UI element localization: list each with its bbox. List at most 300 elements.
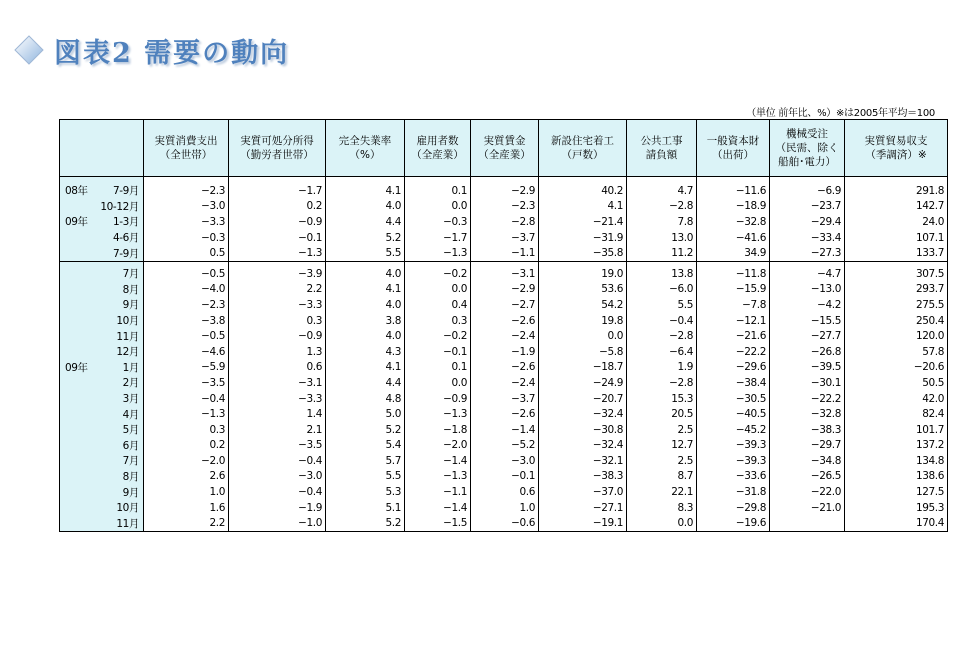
row-period: 1月: [122, 361, 139, 374]
table-cell: −40.5: [697, 406, 770, 422]
table-cell: −2.8: [627, 328, 697, 344]
row-label: [60, 484, 144, 500]
table-cell: −37.0: [539, 484, 627, 500]
table-cell: −5.2: [471, 438, 539, 454]
table-cell: 5.2: [326, 422, 405, 438]
table-cell: −3.1: [229, 375, 326, 391]
row-period: 8月: [122, 283, 139, 296]
table-cell: 138.6: [845, 469, 948, 485]
table-cell: −0.9: [229, 214, 326, 230]
table-cell: 12.7: [627, 438, 697, 454]
table-cell: −1.3: [405, 469, 471, 485]
table-cell: 54.2: [539, 297, 627, 313]
row-period: 4月: [122, 408, 139, 421]
table-cell: −23.7: [770, 199, 845, 215]
table-cell: −29.7: [770, 438, 845, 454]
table-cell: 127.5: [845, 484, 948, 500]
table-cell: 1.0: [144, 484, 229, 500]
table-cell: 5.2: [326, 230, 405, 246]
row-label: [60, 214, 144, 230]
table-cell: 2.5: [627, 453, 697, 469]
table-cell: 0.3: [229, 313, 326, 329]
table-cell: −32.8: [697, 214, 770, 230]
row-label: [60, 469, 144, 485]
row-period: 11月: [116, 330, 139, 343]
table-cell: 50.5: [845, 375, 948, 391]
column-header: 実質消費支出 （全世帯）: [144, 120, 229, 177]
table-cell: 250.4: [845, 313, 948, 329]
table-cell: 5.3: [326, 484, 405, 500]
row-period: 4-6月: [112, 232, 139, 245]
table-cell: 40.2: [539, 177, 627, 199]
table-cell: −1.9: [471, 344, 539, 360]
table-cell: −3.3: [144, 214, 229, 230]
table-cell: 275.5: [845, 297, 948, 313]
table-row: [60, 313, 948, 329]
table-row: [60, 438, 948, 454]
row-label: [60, 297, 144, 313]
table-cell: −2.7: [471, 297, 539, 313]
table-cell: −27.3: [770, 245, 845, 261]
table-cell: −1.3: [229, 245, 326, 261]
table-cell: 19.0: [539, 261, 627, 281]
column-header: 実質可処分所得 （勤労者世帯）: [229, 120, 326, 177]
table-cell: −3.9: [229, 261, 326, 281]
table-cell: 120.0: [845, 328, 948, 344]
table-cell: −0.1: [405, 344, 471, 360]
table-cell: −32.1: [539, 453, 627, 469]
table-cell: 0.3: [405, 313, 471, 329]
table-cell: 1.9: [627, 360, 697, 376]
row-period: 1-3月: [112, 216, 139, 229]
table-cell: −15.9: [697, 282, 770, 298]
table-cell: 0.0: [627, 515, 697, 531]
table-cell: −39.3: [697, 438, 770, 454]
table-cell: −2.3: [144, 297, 229, 313]
table-cell: −0.1: [229, 230, 326, 246]
table-row: [60, 391, 948, 407]
table-cell: −30.5: [697, 391, 770, 407]
unit-note: （単位 前年比、%）※は2005年平均＝100: [746, 108, 935, 119]
table-cell: −4.0: [144, 282, 229, 298]
row-period: 10月: [116, 315, 139, 328]
column-header: 新設住宅着工 （戸数）: [539, 120, 627, 177]
table-cell: 2.5: [627, 422, 697, 438]
table-cell: −4.2: [770, 297, 845, 313]
column-header: 実質貿易収支 （季調済）※: [845, 120, 948, 177]
table-cell: −24.9: [539, 375, 627, 391]
table-cell: 4.7: [627, 177, 697, 199]
table-cell: 8.3: [627, 500, 697, 516]
table-cell: −6.9: [770, 177, 845, 199]
table-cell: 34.9: [697, 245, 770, 261]
table-cell: −29.4: [770, 214, 845, 230]
table-cell: 5.1: [326, 500, 405, 516]
table-cell: −0.5: [144, 328, 229, 344]
table-cell: −2.4: [471, 375, 539, 391]
table-row: [60, 245, 948, 261]
table-cell: −38.3: [539, 469, 627, 485]
table-cell: 53.6: [539, 282, 627, 298]
table-cell: −41.6: [697, 230, 770, 246]
table-cell: −2.8: [627, 375, 697, 391]
diamond-icon: [14, 35, 44, 65]
table-cell: −2.8: [471, 214, 539, 230]
table-cell: 0.6: [471, 484, 539, 500]
corner-cell: [60, 120, 144, 177]
row-label: [60, 391, 144, 407]
table-cell: 19.8: [539, 313, 627, 329]
table-cell: 3.8: [326, 313, 405, 329]
table-cell: 0.4: [405, 297, 471, 313]
header-row: [60, 120, 948, 177]
table-cell: −1.3: [144, 406, 229, 422]
table-cell: −0.4: [229, 453, 326, 469]
table-cell: 11.2: [627, 245, 697, 261]
table-cell: 5.4: [326, 438, 405, 454]
row-label: [60, 406, 144, 422]
row-period: 10-12月: [100, 200, 139, 213]
row-period: 12月: [116, 346, 139, 359]
row-label: [60, 177, 144, 199]
table-cell: 42.0: [845, 391, 948, 407]
table-cell: 101.7: [845, 422, 948, 438]
table-cell: 22.1: [627, 484, 697, 500]
table-row: [60, 484, 948, 500]
table-cell: −2.6: [471, 406, 539, 422]
column-header: 完全失業率 （%）: [326, 120, 405, 177]
title-block: [14, 30, 289, 70]
table-cell: 0.0: [405, 282, 471, 298]
table-cell: −1.4: [405, 500, 471, 516]
table-cell: 4.1: [326, 177, 405, 199]
table-cell: −2.9: [471, 177, 539, 199]
table-cell: 0.2: [229, 199, 326, 215]
table-cell: −18.7: [539, 360, 627, 376]
table-cell: −2.0: [144, 453, 229, 469]
table-cell: −30.1: [770, 375, 845, 391]
column-header: 公共工事 請負額: [627, 120, 697, 177]
table-cell: −1.7: [405, 230, 471, 246]
table-row: [60, 406, 948, 422]
table-cell: −2.8: [627, 199, 697, 215]
table-row: [60, 469, 948, 485]
table-cell: 1.0: [471, 500, 539, 516]
table-cell: −1.1: [471, 245, 539, 261]
table-cell: 0.5: [144, 245, 229, 261]
demand-table: [59, 119, 948, 532]
table-cell: −22.0: [770, 484, 845, 500]
row-period: 9月: [122, 486, 139, 499]
table-cell: 307.5: [845, 261, 948, 281]
table-cell: −2.9: [471, 282, 539, 298]
table-cell: −34.8: [770, 453, 845, 469]
table-cell: −3.8: [144, 313, 229, 329]
column-header: 機械受注 （民需、除く 船舶･電力）: [770, 120, 845, 177]
table-cell: 4.4: [326, 214, 405, 230]
table-cell: −0.9: [229, 328, 326, 344]
table-cell: −7.8: [697, 297, 770, 313]
table-cell: −0.4: [229, 484, 326, 500]
table-cell: −1.4: [405, 453, 471, 469]
table-cell: 107.1: [845, 230, 948, 246]
row-period: 7-9月: [112, 247, 139, 260]
row-period: 7月: [122, 268, 139, 281]
row-label: [60, 328, 144, 344]
table-row: [60, 500, 948, 516]
table-cell: −5.8: [539, 344, 627, 360]
table-cell: −3.0: [144, 199, 229, 215]
table-cell: [770, 515, 845, 531]
table-row: [60, 214, 948, 230]
row-year: 09年: [65, 216, 88, 229]
table-cell: −21.4: [539, 214, 627, 230]
table-cell: −32.4: [539, 406, 627, 422]
table-cell: −3.0: [229, 469, 326, 485]
table-cell: 13.8: [627, 261, 697, 281]
table-cell: 7.8: [627, 214, 697, 230]
table-cell: −31.8: [697, 484, 770, 500]
table-cell: 291.8: [845, 177, 948, 199]
table-cell: 1.6: [144, 500, 229, 516]
table-cell: −4.7: [770, 261, 845, 281]
table-row: [60, 261, 948, 281]
table-cell: 1.3: [229, 344, 326, 360]
table-cell: 82.4: [845, 406, 948, 422]
table-cell: −3.5: [229, 438, 326, 454]
table-row: [60, 199, 948, 215]
table-cell: 4.0: [326, 261, 405, 281]
table-cell: −1.7: [229, 177, 326, 199]
table-cell: −2.6: [471, 313, 539, 329]
table-cell: −32.8: [770, 406, 845, 422]
table-cell: −19.6: [697, 515, 770, 531]
table-cell: −39.3: [697, 453, 770, 469]
table-cell: 2.2: [144, 515, 229, 531]
table-cell: 134.8: [845, 453, 948, 469]
table-cell: −1.5: [405, 515, 471, 531]
table-cell: −0.1: [471, 469, 539, 485]
table-cell: −21.6: [697, 328, 770, 344]
table-cell: −13.0: [770, 282, 845, 298]
row-period: 7-9月: [112, 185, 139, 198]
column-header: 一般資本財 （出荷）: [697, 120, 770, 177]
table-cell: −15.5: [770, 313, 845, 329]
table-cell: −33.4: [770, 230, 845, 246]
table-cell: −3.5: [144, 375, 229, 391]
table-cell: −38.3: [770, 422, 845, 438]
table-cell: −0.6: [471, 515, 539, 531]
row-period: 8月: [122, 470, 139, 483]
row-period: 9月: [122, 299, 139, 312]
row-period: 3月: [122, 393, 139, 406]
table-cell: 5.5: [326, 245, 405, 261]
row-period: 2月: [122, 377, 139, 390]
table-cell: −39.5: [770, 360, 845, 376]
table-cell: −1.0: [229, 515, 326, 531]
table-cell: −0.4: [627, 313, 697, 329]
table-cell: −22.2: [770, 391, 845, 407]
table-row: [60, 344, 948, 360]
table-cell: 293.7: [845, 282, 948, 298]
table-cell: 0.0: [539, 328, 627, 344]
table-cell: 142.7: [845, 199, 948, 215]
row-label: [60, 245, 144, 261]
table-cell: 57.8: [845, 344, 948, 360]
table-cell: −0.2: [405, 261, 471, 281]
table-cell: 24.0: [845, 214, 948, 230]
table-cell: −26.5: [770, 469, 845, 485]
table-cell: −0.9: [405, 391, 471, 407]
table-row: [60, 177, 948, 199]
table-cell: 4.0: [326, 199, 405, 215]
table-cell: −18.9: [697, 199, 770, 215]
table-cell: −3.3: [229, 391, 326, 407]
table-row: [60, 422, 948, 438]
table-cell: −38.4: [697, 375, 770, 391]
table-cell: −2.0: [405, 438, 471, 454]
table-cell: −3.7: [471, 391, 539, 407]
table-cell: −1.1: [405, 484, 471, 500]
table-cell: −0.3: [144, 230, 229, 246]
table-cell: −29.8: [697, 500, 770, 516]
table-cell: −1.4: [471, 422, 539, 438]
table-row: [60, 453, 948, 469]
table-cell: −4.6: [144, 344, 229, 360]
table-cell: −21.0: [770, 500, 845, 516]
table-cell: −1.3: [405, 406, 471, 422]
table-cell: 13.0: [627, 230, 697, 246]
table-cell: 0.1: [405, 360, 471, 376]
table-cell: 4.3: [326, 344, 405, 360]
row-period: 10月: [116, 502, 139, 515]
table-cell: −32.4: [539, 438, 627, 454]
table-cell: 5.7: [326, 453, 405, 469]
table-cell: −11.8: [697, 261, 770, 281]
table-cell: 170.4: [845, 515, 948, 531]
table-cell: 0.0: [405, 199, 471, 215]
table-cell: −26.8: [770, 344, 845, 360]
table-cell: 4.8: [326, 391, 405, 407]
table-cell: 8.7: [627, 469, 697, 485]
table-cell: 5.5: [627, 297, 697, 313]
row-label: [60, 230, 144, 246]
page-title: 図表2 需要の動向: [54, 37, 290, 69]
row-period: 11月: [116, 517, 139, 530]
table-cell: −27.1: [539, 500, 627, 516]
row-label: [60, 515, 144, 531]
table-cell: −3.3: [229, 297, 326, 313]
table-cell: −2.3: [471, 199, 539, 215]
table-cell: −3.1: [471, 261, 539, 281]
table-cell: 5.2: [326, 515, 405, 531]
table-cell: 4.1: [326, 282, 405, 298]
table-row: [60, 360, 948, 376]
table-cell: 0.3: [144, 422, 229, 438]
table-cell: 4.0: [326, 328, 405, 344]
table-cell: 20.5: [627, 406, 697, 422]
table-cell: 4.1: [539, 199, 627, 215]
row-label: [60, 375, 144, 391]
table-cell: −2.4: [471, 328, 539, 344]
table-cell: −20.7: [539, 391, 627, 407]
row-year: 08年: [65, 185, 88, 198]
table-cell: −19.1: [539, 515, 627, 531]
table-cell: −5.9: [144, 360, 229, 376]
table-cell: 5.0: [326, 406, 405, 422]
table-cell: 2.2: [229, 282, 326, 298]
table-cell: −1.9: [229, 500, 326, 516]
table-cell: 133.7: [845, 245, 948, 261]
table-row: [60, 515, 948, 531]
table-cell: −27.7: [770, 328, 845, 344]
table-cell: −20.6: [845, 360, 948, 376]
table-cell: 195.3: [845, 500, 948, 516]
table-cell: −22.2: [697, 344, 770, 360]
table-cell: 137.2: [845, 438, 948, 454]
table-cell: −31.9: [539, 230, 627, 246]
table-row: [60, 375, 948, 391]
table-cell: −45.2: [697, 422, 770, 438]
table-cell: −0.2: [405, 328, 471, 344]
row-period: 5月: [122, 424, 139, 437]
table-cell: −0.5: [144, 261, 229, 281]
table-cell: 4.4: [326, 375, 405, 391]
table-cell: −2.3: [144, 177, 229, 199]
table-cell: 2.6: [144, 469, 229, 485]
row-period: 7月: [122, 455, 139, 468]
row-label: [60, 500, 144, 516]
table-cell: −3.0: [471, 453, 539, 469]
row-label: [60, 453, 144, 469]
table-row: [60, 328, 948, 344]
column-header: 雇用者数 （全産業）: [405, 120, 471, 177]
table-cell: −11.6: [697, 177, 770, 199]
table-cell: 0.0: [405, 375, 471, 391]
row-period: 6月: [122, 439, 139, 452]
table-cell: −12.1: [697, 313, 770, 329]
table-cell: 2.1: [229, 422, 326, 438]
column-header: 実質賃金 （全産業）: [471, 120, 539, 177]
row-label: [60, 313, 144, 329]
table-cell: 4.1: [326, 360, 405, 376]
table-cell: −2.6: [471, 360, 539, 376]
table-cell: 0.6: [229, 360, 326, 376]
table-cell: −33.6: [697, 469, 770, 485]
table-cell: −1.8: [405, 422, 471, 438]
row-label: [60, 422, 144, 438]
table-cell: −30.8: [539, 422, 627, 438]
table-cell: −29.6: [697, 360, 770, 376]
table-cell: −6.4: [627, 344, 697, 360]
table-cell: 0.1: [405, 177, 471, 199]
table-cell: 0.2: [144, 438, 229, 454]
table-row: [60, 297, 948, 313]
row-label: [60, 261, 144, 281]
row-label: [60, 360, 144, 376]
row-label: [60, 344, 144, 360]
table-cell: 5.5: [326, 469, 405, 485]
table-cell: 15.3: [627, 391, 697, 407]
table-cell: −1.3: [405, 245, 471, 261]
table-cell: −0.3: [405, 214, 471, 230]
table-cell: 4.0: [326, 297, 405, 313]
table-cell: 1.4: [229, 406, 326, 422]
row-year: 09年: [65, 361, 88, 374]
table-cell: −3.7: [471, 230, 539, 246]
table-row: [60, 282, 948, 298]
table-row: [60, 230, 948, 246]
